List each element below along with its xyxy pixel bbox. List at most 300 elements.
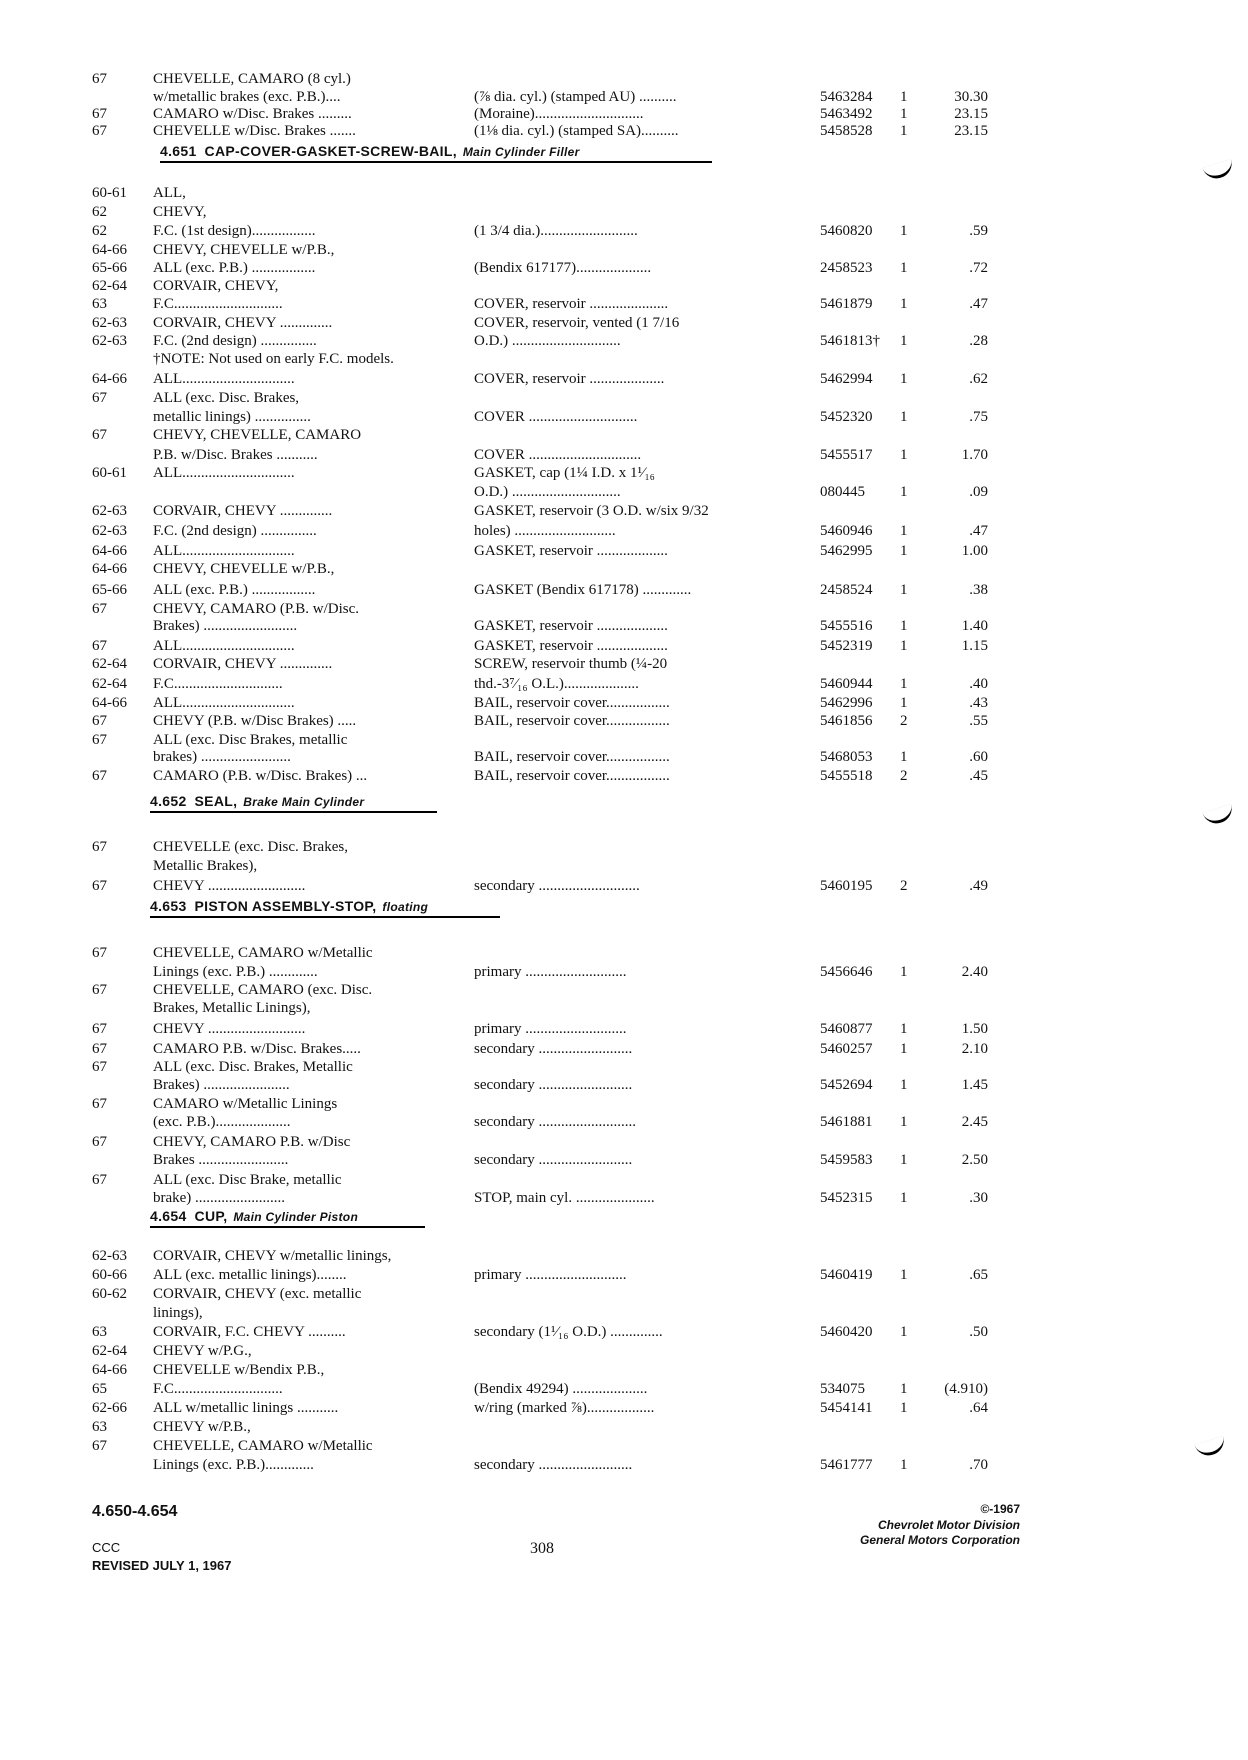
part-number: 5462996 <box>820 695 873 711</box>
application: CHEVY .......................... <box>153 1021 306 1037</box>
parts-row <box>0 560 1248 578</box>
part-description: w/ring (marked ⅞).................. <box>474 1400 655 1416</box>
model-year: 63 <box>92 296 107 312</box>
model-year: 67 <box>92 1134 107 1150</box>
price: 2.40 <box>961 964 988 980</box>
quantity: 1 <box>900 1077 908 1093</box>
part-number: 5460877 <box>820 1021 873 1037</box>
model-year: 60-66 <box>92 1267 127 1283</box>
application: F.C. (2nd design) ............... <box>153 523 317 539</box>
application: CORVAIR, CHEVY .............. <box>153 503 333 519</box>
section-subtitle: floating <box>382 900 429 914</box>
application: CHEVELLE, CAMARO (8 cyl.) <box>153 71 351 87</box>
part-description: holes) ........................... <box>474 523 616 539</box>
parts-row <box>0 1304 1248 1322</box>
part-number: 5460419 <box>820 1267 873 1283</box>
part-number: 5462995 <box>820 543 873 559</box>
application: F.C. (1st design)................. <box>153 223 316 239</box>
model-year: 67 <box>92 768 107 784</box>
parts-row <box>0 203 1248 221</box>
parts-row <box>0 581 1248 599</box>
parts-row <box>0 277 1248 295</box>
part-number: 5452315 <box>820 1190 873 1206</box>
part-description: COVER, reservoir .................... <box>474 371 665 387</box>
application: ALL w/metallic linings ........... <box>153 1400 339 1416</box>
application: ALL (exc. Disc. Brakes, Metallic <box>153 1059 353 1075</box>
parts-row <box>0 184 1248 202</box>
section-subtitle: Main Cylinder Filler <box>462 145 580 159</box>
parts-row <box>0 1133 1248 1151</box>
model-year: 62-63 <box>92 315 127 331</box>
section-title: PISTON ASSEMBLY-STOP, <box>194 898 377 914</box>
part-description: primary ........................... <box>474 964 627 980</box>
application: linings), <box>153 1305 203 1321</box>
part-number: 5463284 <box>820 89 873 105</box>
application: CAMARO (P.B. w/Disc. Brakes) ... <box>153 768 368 784</box>
model-year: 62 <box>92 223 107 239</box>
division-name: Chevrolet Motor Division <box>877 1518 1020 1532</box>
part-description: secondary ........................... <box>474 878 640 894</box>
application: CORVAIR, F.C. CHEVY .......... <box>153 1324 346 1340</box>
quantity: 1 <box>900 749 908 765</box>
part-description: O.D.) ............................. <box>474 333 621 349</box>
application: Brakes) ....................... <box>153 1077 290 1093</box>
application: CHEVELLE w/Bendix P.B., <box>153 1362 325 1378</box>
parts-row <box>0 1020 1248 1038</box>
parts-row <box>0 295 1248 313</box>
model-year: 67 <box>92 1041 107 1057</box>
price: 1.45 <box>961 1077 988 1093</box>
price: .65 <box>969 1267 988 1283</box>
model-year: 62-64 <box>92 656 127 672</box>
parts-row <box>0 105 1248 123</box>
model-year: 64-66 <box>92 242 127 258</box>
quantity: 1 <box>900 676 908 692</box>
parts-row <box>0 542 1248 560</box>
model-year: 64-66 <box>92 695 127 711</box>
part-number: 5461879 <box>820 296 873 312</box>
part-number: 5455518 <box>820 768 873 784</box>
parts-row <box>0 1076 1248 1094</box>
parts-row <box>0 1456 1248 1474</box>
section-subtitle: Main Cylinder Piston <box>233 1210 359 1224</box>
part-description: (Bendix 49294) .................... <box>474 1381 648 1397</box>
application: Linings (exc. P.B.) ............. <box>153 964 318 980</box>
part-description: primary ........................... <box>474 1267 627 1283</box>
model-year: 62-63 <box>92 503 127 519</box>
price: 23.15 <box>954 123 988 139</box>
part-number: 5461881 <box>820 1114 873 1130</box>
parts-row <box>0 522 1248 540</box>
quantity: 1 <box>900 89 908 105</box>
parts-row <box>0 332 1248 350</box>
part-number: 2458524 <box>820 582 873 598</box>
part-description: (1 3/4 dia.).......................... <box>474 223 638 239</box>
model-year: 64-66 <box>92 561 127 577</box>
application: Metallic Brakes), <box>153 858 258 874</box>
quantity: 1 <box>900 1381 908 1397</box>
part-number: 5452320 <box>820 409 873 425</box>
parts-row <box>0 314 1248 332</box>
application: CHEVY, CHEVELLE w/P.B., <box>153 561 335 577</box>
price: .62 <box>969 371 988 387</box>
parts-row <box>0 637 1248 655</box>
quantity: 1 <box>900 1457 908 1473</box>
model-year: 67 <box>92 601 107 617</box>
model-year: 67 <box>92 1059 107 1075</box>
parts-row <box>0 1151 1248 1169</box>
part-number: 2458523 <box>820 260 873 276</box>
quantity: 2 <box>900 713 908 729</box>
quantity: 1 <box>900 106 908 122</box>
quantity: 1 <box>900 1152 908 1168</box>
application: brake) ........................ <box>153 1190 286 1206</box>
quantity: 1 <box>900 1021 908 1037</box>
quantity: 1 <box>900 1324 908 1340</box>
parts-row <box>0 731 1248 749</box>
part-description: BAIL, reservoir cover................. <box>474 713 670 729</box>
quantity: 1 <box>900 333 908 349</box>
parts-row <box>0 1380 1248 1398</box>
application: CHEVELLE w/Disc. Brakes ....... <box>153 123 356 139</box>
part-description: GASKET, reservoir ................... <box>474 638 668 654</box>
part-description: STOP, main cyl. ..................... <box>474 1190 655 1206</box>
price: 2.45 <box>961 1114 988 1130</box>
application: ALL (exc. metallic linings)........ <box>153 1267 347 1283</box>
quantity: 1 <box>900 123 908 139</box>
quantity: 1 <box>900 638 908 654</box>
parts-row <box>0 464 1248 482</box>
part-number: 5460420 <box>820 1324 873 1340</box>
price: .43 <box>969 695 988 711</box>
price: .40 <box>969 676 988 692</box>
application: Brakes, Metallic Linings), <box>153 1000 311 1016</box>
part-description: (Bendix 617177).................... <box>474 260 652 276</box>
price: .49 <box>969 878 988 894</box>
price: 1.50 <box>961 1021 988 1037</box>
price: .70 <box>969 1457 988 1473</box>
section-number: 4.653 <box>150 898 187 914</box>
parts-row <box>0 1361 1248 1379</box>
application: metallic linings) ............... <box>153 409 311 425</box>
quantity: 1 <box>900 618 908 634</box>
model-year: 67 <box>92 732 107 748</box>
section-heading <box>150 791 437 813</box>
part-number: 5462994 <box>820 371 873 387</box>
model-year: 67 <box>92 945 107 961</box>
price: .47 <box>969 523 988 539</box>
parts-row <box>0 370 1248 388</box>
part-number: 5463492 <box>820 106 873 122</box>
application: CHEVY, CAMARO P.B. w/Disc <box>153 1134 351 1150</box>
application: CORVAIR, CHEVY (exc. metallic <box>153 1286 362 1302</box>
corporation-name: General Motors Corporation <box>859 1533 1020 1547</box>
parts-row <box>0 944 1248 962</box>
quantity: 1 <box>900 1190 908 1206</box>
price: .64 <box>969 1400 988 1416</box>
application: CHEVELLE, CAMARO w/Metallic <box>153 1438 373 1454</box>
price: .50 <box>969 1324 988 1340</box>
parts-row <box>0 1323 1248 1341</box>
application: ALL (exc. Disc Brake, metallic <box>153 1172 342 1188</box>
model-year: 67 <box>92 1438 107 1454</box>
model-year: 67 <box>92 71 107 87</box>
model-year: 62-63 <box>92 333 127 349</box>
application: CAMARO P.B. w/Disc. Brakes..... <box>153 1041 361 1057</box>
parts-row <box>0 655 1248 673</box>
section-range: 4.650-4.654 <box>92 1503 178 1520</box>
model-year: 64-66 <box>92 543 127 559</box>
price: 2.50 <box>961 1152 988 1168</box>
parts-row <box>0 259 1248 277</box>
model-year: 62-63 <box>92 1248 127 1264</box>
part-description: secondary ......................... <box>474 1077 633 1093</box>
parts-row <box>0 617 1248 635</box>
parts-row <box>0 963 1248 981</box>
application: brakes) ........................ <box>153 749 291 765</box>
quantity: 1 <box>900 409 908 425</box>
part-description: O.D.) ............................. <box>474 484 621 500</box>
parts-row <box>0 999 1248 1017</box>
model-year: 67 <box>92 982 107 998</box>
parts-row <box>0 1058 1248 1076</box>
catalog-code: CCC <box>92 1540 121 1555</box>
part-number: 5455517 <box>820 447 873 463</box>
application: CAMARO w/Disc. Brakes ......... <box>153 106 352 122</box>
application: ALL.............................. <box>153 695 295 711</box>
application: ALL, <box>153 185 186 201</box>
application: F.C............................. <box>153 676 283 692</box>
model-year: 62-64 <box>92 278 127 294</box>
quantity: 1 <box>900 371 908 387</box>
parts-row <box>0 838 1248 856</box>
application: CHEVY w/P.G., <box>153 1343 252 1359</box>
parts-row <box>0 1342 1248 1360</box>
application: F.C. (2nd design) ............... <box>153 333 317 349</box>
application: F.C............................. <box>153 296 283 312</box>
price: .72 <box>969 260 988 276</box>
quantity: 1 <box>900 695 908 711</box>
parts-row <box>0 426 1248 444</box>
part-number: 5460946 <box>820 523 873 539</box>
price: 30.30 <box>954 89 988 105</box>
price: .28 <box>969 333 988 349</box>
part-number: 5461813† <box>820 333 880 349</box>
application: ALL.............................. <box>153 371 295 387</box>
parts-row <box>0 981 1248 999</box>
parts-row <box>0 389 1248 407</box>
price: (4.910) <box>944 1381 988 1397</box>
price: 1.70 <box>961 447 988 463</box>
price: .55 <box>969 713 988 729</box>
section-heading <box>160 141 712 163</box>
parts-row <box>0 502 1248 520</box>
price: .30 <box>969 1190 988 1206</box>
application: ALL (exc. Disc. Brakes, <box>153 390 300 406</box>
model-year: 63 <box>92 1419 107 1435</box>
parts-row <box>0 350 1248 368</box>
parts-row <box>0 712 1248 730</box>
model-year: 63 <box>92 1324 107 1340</box>
application: w/metallic brakes (exc. P.B.).... <box>153 89 341 105</box>
application: †NOTE: Not used on early F.C. models. <box>153 351 394 367</box>
price: .47 <box>969 296 988 312</box>
model-year: 60-61 <box>92 185 127 201</box>
part-number: 5458528 <box>820 123 873 139</box>
application: CORVAIR, CHEVY .............. <box>153 315 333 331</box>
part-description: COVER, reservoir, vented (1 7/16 <box>474 315 680 331</box>
application: CORVAIR, CHEVY, <box>153 278 279 294</box>
part-number: 5461856 <box>820 713 873 729</box>
copyright: ©-1967 <box>980 1502 1020 1516</box>
parts-row <box>0 446 1248 464</box>
parts-row <box>0 241 1248 259</box>
model-year: 60-61 <box>92 465 127 481</box>
part-number: 5460195 <box>820 878 873 894</box>
model-year: 67 <box>92 427 107 443</box>
part-description: BAIL, reservoir cover................. <box>474 695 670 711</box>
part-number: 534075 <box>820 1381 865 1397</box>
model-year: 67 <box>92 638 107 654</box>
model-year: 62-66 <box>92 1400 127 1416</box>
application: CHEVY, CHEVELLE, CAMARO <box>153 427 362 443</box>
part-number: 5460944 <box>820 676 873 692</box>
quantity: 1 <box>900 964 908 980</box>
application: ALL.............................. <box>153 638 295 654</box>
parts-row <box>0 748 1248 766</box>
application: CHEVY, <box>153 204 207 220</box>
application: CORVAIR, CHEVY .............. <box>153 656 333 672</box>
part-description: COVER, reservoir ..................... <box>474 296 669 312</box>
application: CHEVY, CAMARO (P.B. w/Disc. <box>153 601 360 617</box>
quantity: 1 <box>900 296 908 312</box>
model-year: 67 <box>92 713 107 729</box>
part-description: (Moraine)............................. <box>474 106 644 122</box>
application: CHEVY .......................... <box>153 878 306 894</box>
section-number: 4.651 <box>160 143 197 159</box>
section-title: CUP, <box>194 1208 228 1224</box>
page-number: 308 <box>530 1540 554 1557</box>
application: CAMARO w/Metallic Linings <box>153 1096 338 1112</box>
price: 2.10 <box>961 1041 988 1057</box>
part-description: (⅞ dia. cyl.) (stamped AU) .......... <box>474 89 677 105</box>
application: ALL (exc. P.B.) ................. <box>153 260 316 276</box>
model-year: 65-66 <box>92 260 127 276</box>
part-number: 5460257 <box>820 1041 873 1057</box>
part-description: secondary ......................... <box>474 1152 633 1168</box>
model-year: 67 <box>92 390 107 406</box>
model-year: 62-64 <box>92 676 127 692</box>
parts-row <box>0 1399 1248 1417</box>
model-year: 67 <box>92 123 107 139</box>
parts-row <box>0 1189 1248 1207</box>
parts-row <box>0 1285 1248 1303</box>
part-description: secondary (1¹⁄₁₆ O.D.) .............. <box>474 1324 663 1340</box>
section-number: 4.654 <box>150 1208 187 1224</box>
parts-row <box>0 1437 1248 1455</box>
section-number: 4.652 <box>150 793 187 809</box>
model-year: 62-63 <box>92 523 127 539</box>
parts-row <box>0 122 1248 140</box>
price: 23.15 <box>954 106 988 122</box>
parts-row <box>0 694 1248 712</box>
part-number: 5460820 <box>820 223 873 239</box>
part-description: SCREW, reservoir thumb (¼-20 <box>474 656 668 672</box>
part-description: (1⅛ dia. cyl.) (stamped SA).......... <box>474 123 679 139</box>
parts-row <box>0 1247 1248 1265</box>
application: CHEVY (P.B. w/Disc Brakes) ..... <box>153 713 357 729</box>
application: F.C............................. <box>153 1381 283 1397</box>
model-year: 60-62 <box>92 1286 127 1302</box>
parts-row <box>0 767 1248 785</box>
parts-row <box>0 857 1248 875</box>
model-year: 67 <box>92 1172 107 1188</box>
application: ALL.............................. <box>153 543 295 559</box>
model-year: 62-64 <box>92 1343 127 1359</box>
application: Brakes ........................ <box>153 1152 289 1168</box>
part-number: 5461777 <box>820 1457 873 1473</box>
application: CHEVELLE, CAMARO w/Metallic <box>153 945 373 961</box>
price: .75 <box>969 409 988 425</box>
part-description: primary ........................... <box>474 1021 627 1037</box>
part-number: 5455516 <box>820 618 873 634</box>
parts-row <box>0 600 1248 618</box>
model-year: 67 <box>92 878 107 894</box>
parts-row <box>0 1113 1248 1131</box>
price: .38 <box>969 582 988 598</box>
part-number: 5468053 <box>820 749 873 765</box>
part-description: secondary ......................... <box>474 1457 633 1473</box>
part-description: BAIL, reservoir cover................. <box>474 749 670 765</box>
part-number: 5452694 <box>820 1077 873 1093</box>
application: ALL (exc. P.B.) ................. <box>153 582 316 598</box>
part-description: GASKET, cap (1¼ I.D. x 1¹⁄₁₆ <box>474 465 655 481</box>
quantity: 1 <box>900 543 908 559</box>
application: CHEVY w/P.B., <box>153 1419 251 1435</box>
parts-row <box>0 1171 1248 1189</box>
part-description: GASKET (Bendix 617178) ............. <box>474 582 692 598</box>
price: .45 <box>969 768 988 784</box>
parts-row <box>0 1095 1248 1113</box>
section-heading <box>150 1206 425 1228</box>
quantity: 2 <box>900 878 908 894</box>
parts-row <box>0 1418 1248 1436</box>
parts-row <box>0 70 1248 88</box>
quantity: 2 <box>900 768 908 784</box>
price: 1.40 <box>961 618 988 634</box>
part-description: GASKET, reservoir ................... <box>474 618 668 634</box>
parts-row <box>0 222 1248 240</box>
model-year: 67 <box>92 106 107 122</box>
parts-row <box>0 88 1248 106</box>
revised-date: REVISED JULY 1, 1967 <box>92 1558 232 1573</box>
application: CHEVELLE (exc. Disc. Brakes, <box>153 839 348 855</box>
part-description: GASKET, reservoir (3 O.D. w/six 9/32 <box>474 503 709 519</box>
part-description: COVER ............................. <box>474 409 638 425</box>
quantity: 1 <box>900 260 908 276</box>
quantity: 1 <box>900 1114 908 1130</box>
price: 1.00 <box>961 543 988 559</box>
application: CHEVELLE, CAMARO (exc. Disc. <box>153 982 373 998</box>
quantity: 1 <box>900 523 908 539</box>
parts-row <box>0 408 1248 426</box>
parts-row <box>0 483 1248 501</box>
application: P.B. w/Disc. Brakes ........... <box>153 447 318 463</box>
parts-row <box>0 675 1248 693</box>
model-year: 67 <box>92 1096 107 1112</box>
application: Linings (exc. P.B.)............. <box>153 1457 314 1473</box>
part-description: BAIL, reservoir cover................. <box>474 768 670 784</box>
